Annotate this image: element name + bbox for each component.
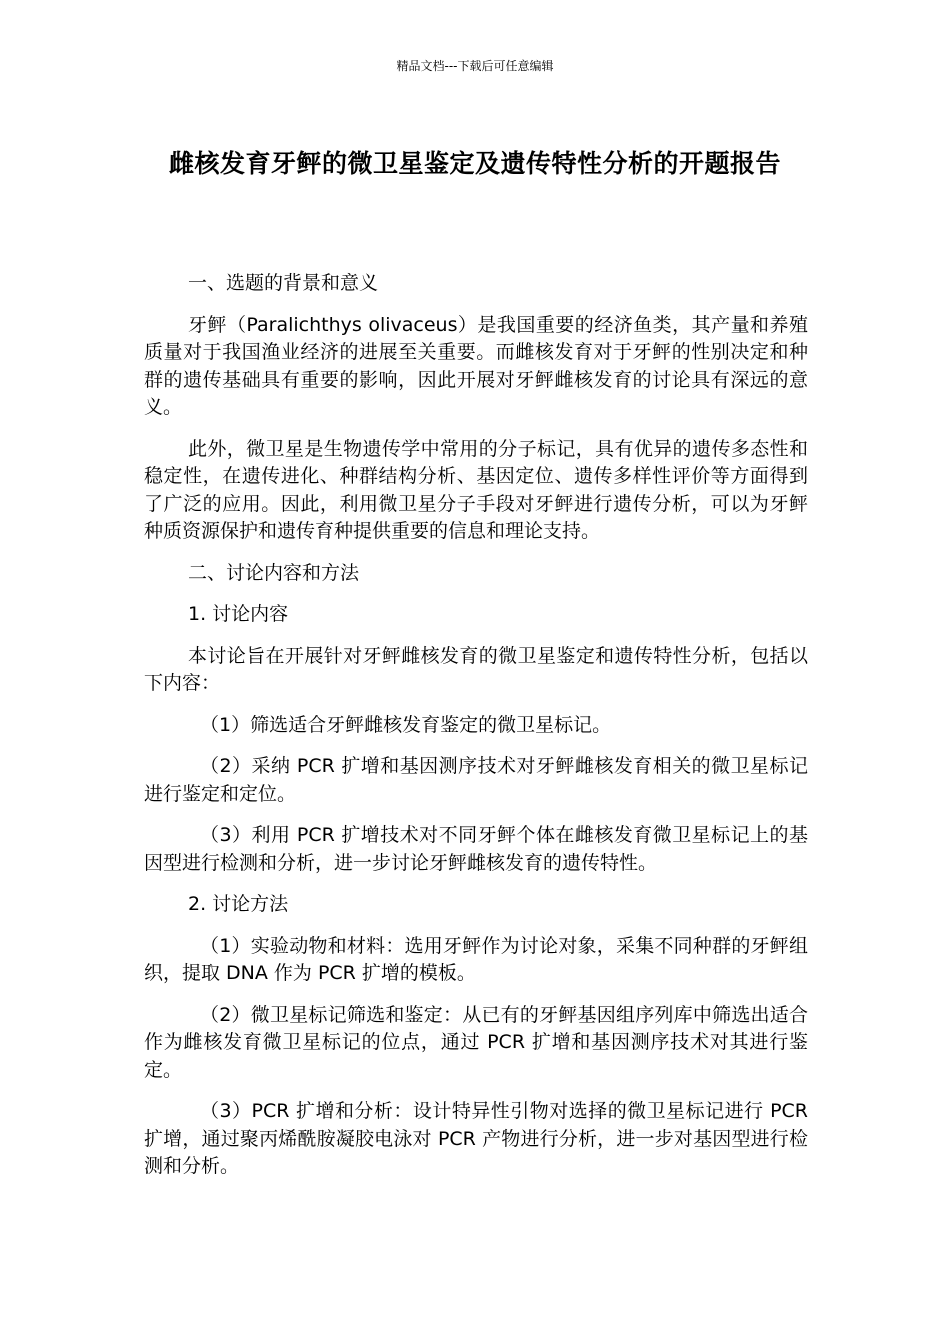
list-item: （1）筛选适合牙鲆雌核发育鉴定的微卫星标记。 [200, 713, 612, 736]
subsection-heading-method: 2. 讨论方法 [188, 893, 289, 915]
document-title: 雌核发育牙鲆的微卫星鉴定及遗传特性分析的开题报告 [168, 149, 781, 178]
list-item: （3）利用 PCR 扩增技术对不同牙鲆个体在雌核发育微卫星标记上的基因型进行检测和分析，进一步讨论牙鲆雌核发育的遗传特性。 [144, 824, 808, 874]
paragraph-microsatellite: 此外，微卫星是生物遗传学中常用的分子标记，具有优异的遗传多态性和稳定性，在遗传进化、种群结构分析、基因定位、遗传多样性评价等方面得到了广泛的应用。因此，利用微卫星分子手段对牙鲆进行遗传分析，可以为牙鲆种质资源保护和遗传育种提供重要的信息和理论支持。 [144, 437, 808, 542]
section-heading-methods: 二、讨论内容和方法 [188, 561, 360, 584]
paragraph-background: 牙鲆（Paralichthys olivaceus）是我国重要的经济鱼类，其产量和养殖质量对于我国渔业经济的进展至关重要。而雌核发育对于牙鲆的性别决定和种群的遗传基础具有重要的影响，因此开展对牙鲆雌核发育的讨论具有深远的意义。 [144, 313, 808, 418]
list-item: （1）实验动物和材料：选用牙鲆作为讨论对象，采集不同种群的牙鲆组织，提取 DNA 作为 PCR 扩增的模板。 [144, 934, 808, 984]
section-heading-background: 一、选题的背景和意义 [188, 272, 379, 294]
page-header: 精品文档---下载后可任意编辑 [396, 59, 554, 73]
document-body [144, 270, 808, 1195]
paragraph-content-intro: 本讨论旨在开展针对牙鲆雌核发育的微卫星鉴定和遗传特性分析，包括以下内容： [144, 644, 808, 694]
list-item: （2）微卫星标记筛选和鉴定：从已有的牙鲆基因组序列库中筛选出适合作为雌核发育微卫星标记的位点，通过 PCR 扩增和基因测序技术对其进行鉴定。 [144, 1003, 808, 1081]
subsection-heading-content: 1. 讨论内容 [188, 603, 289, 625]
list-item: （2）采纳 PCR 扩增和基因测序技术对牙鲆雌核发育相关的微卫星标记进行鉴定和定位。 [144, 755, 808, 805]
list-item: （3）PCR 扩增和分析：设计特异性引物对选择的微卫星标记进行 PCR 扩增，通过聚丙烯酰胺凝胶电泳对 PCR 产物进行分析，进一步对基因型进行检测和分析。 [144, 1100, 808, 1177]
